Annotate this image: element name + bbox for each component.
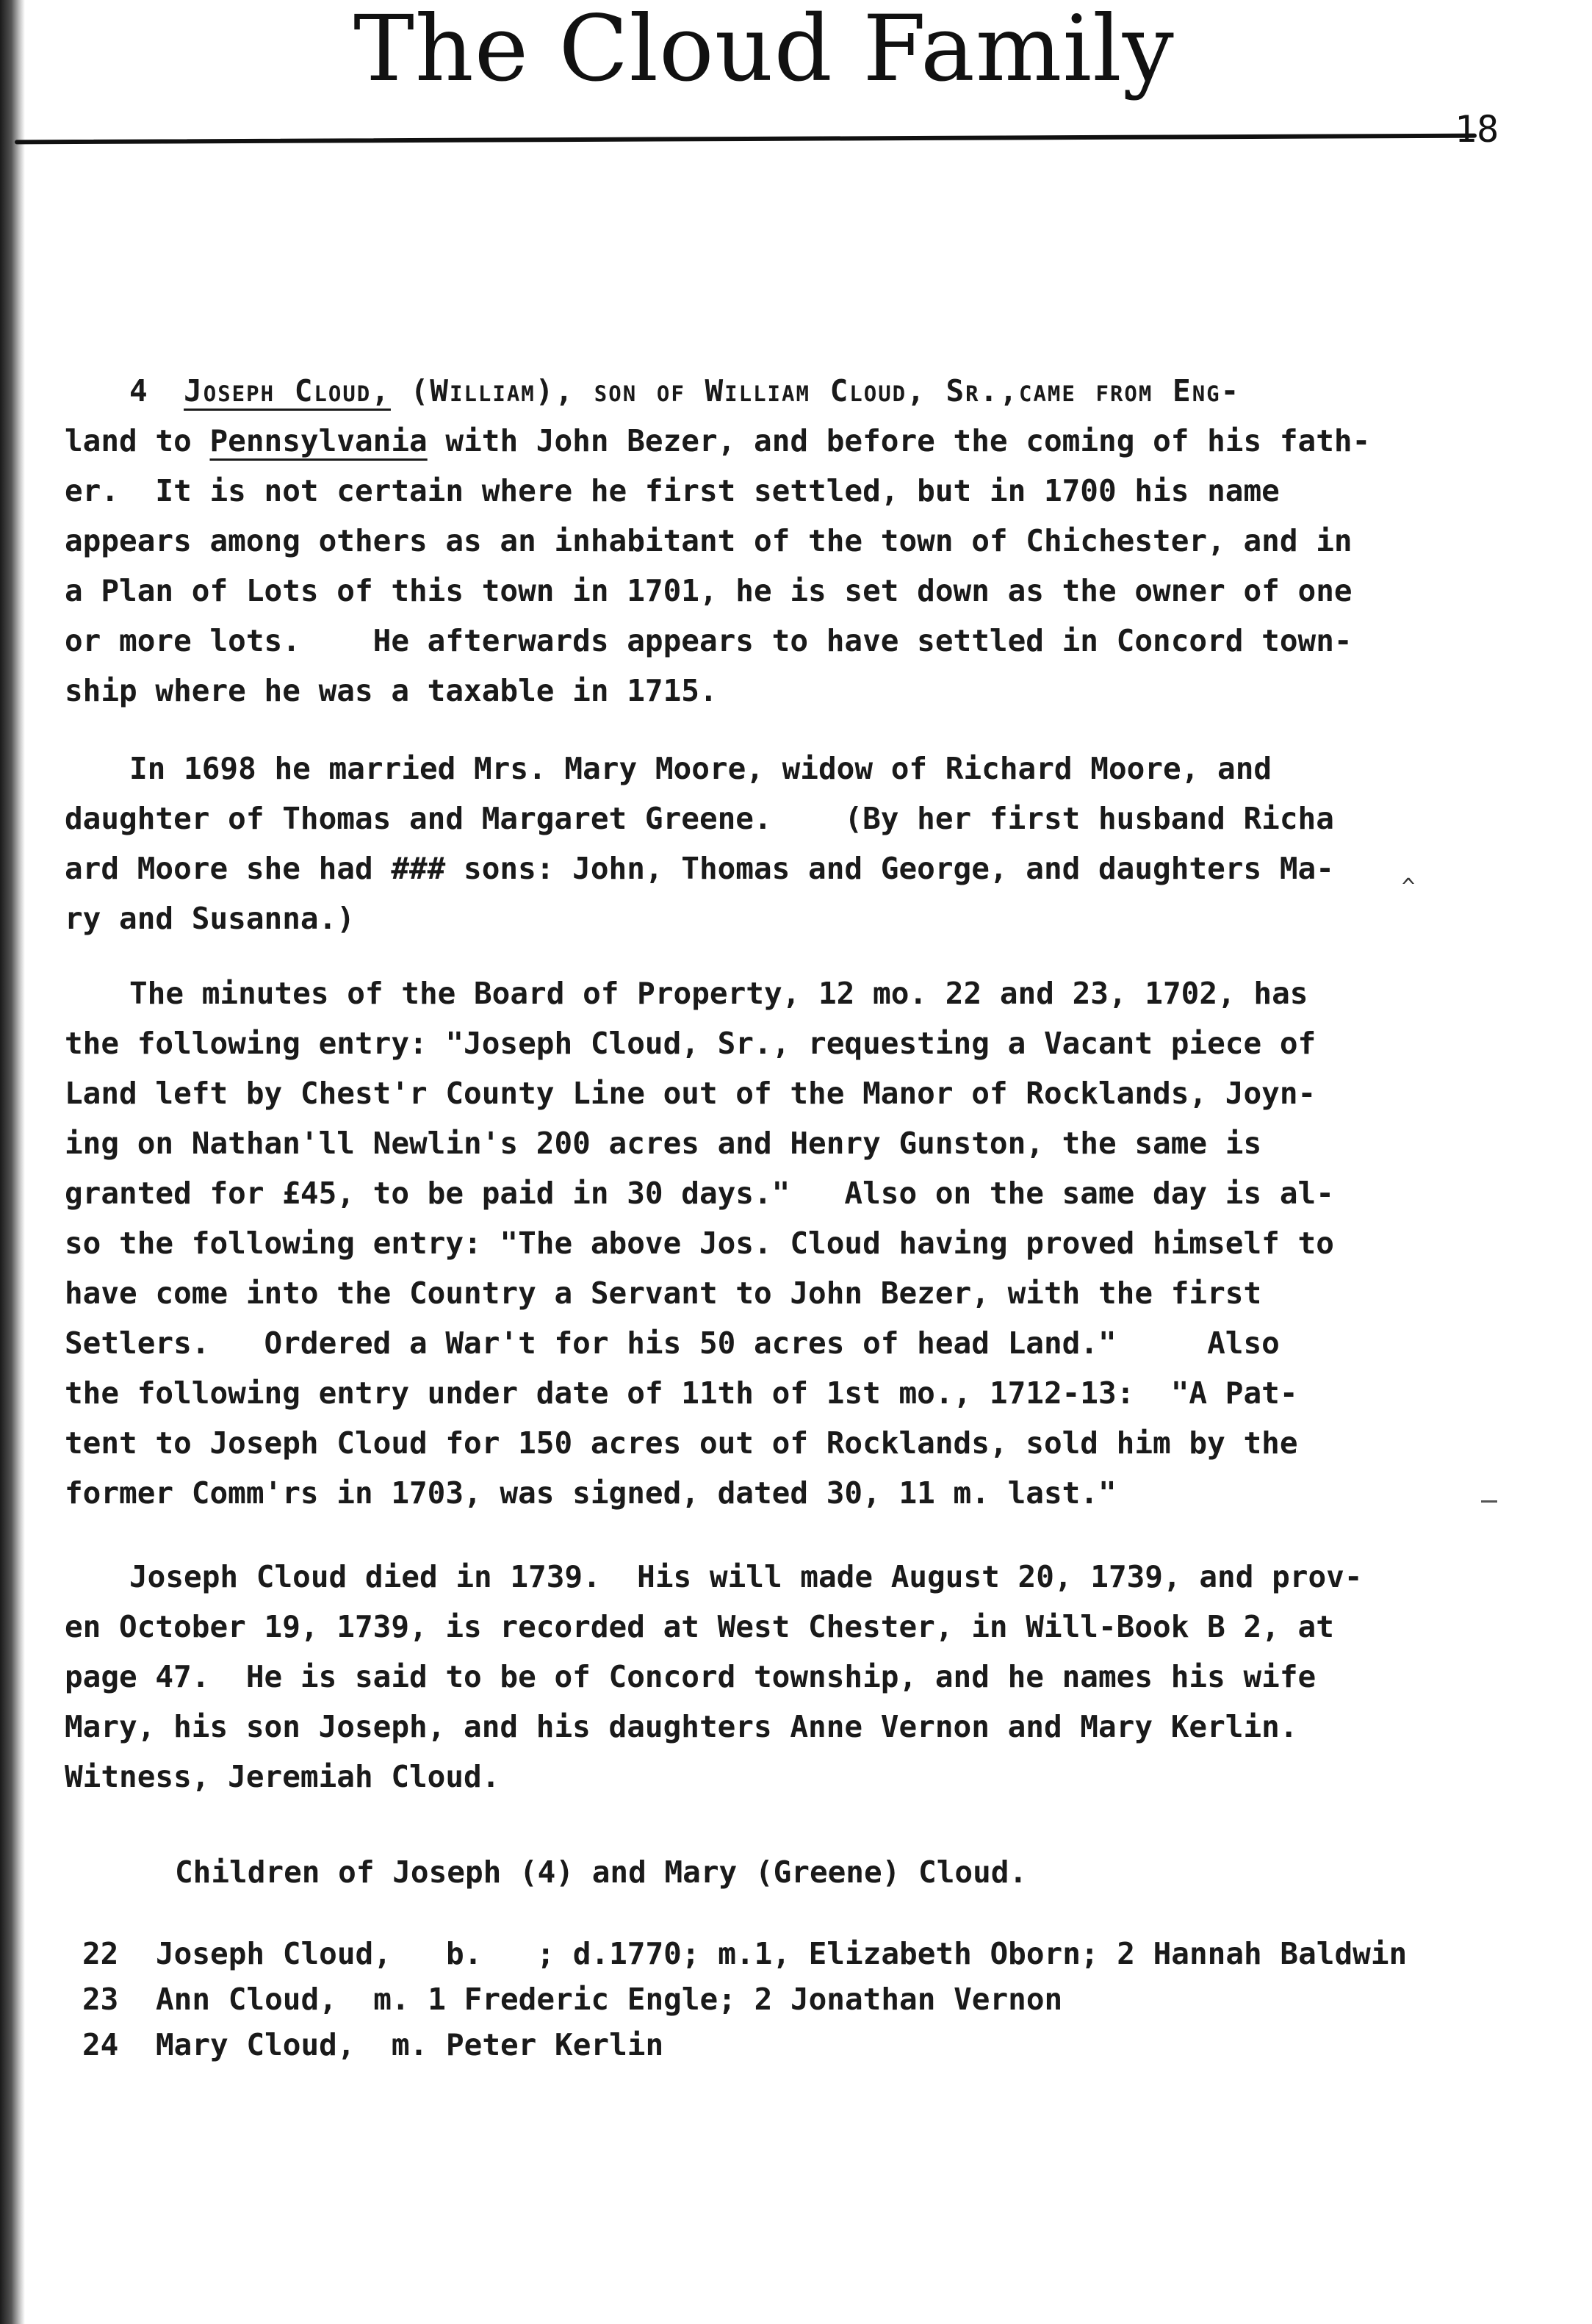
paragraph-biography [65, 366, 1519, 716]
page-title: The Cloud Family [353, 0, 1175, 102]
child-details: Ann Cloud, m. 1 Frederic Engle; 2 Jonathan Vernon [156, 1982, 1063, 2017]
paragraph-line: Land left by Chest'r County Line out of the Manor of Rocklands, Joyn- [65, 1076, 1317, 1111]
page-number: 18 [1455, 108, 1499, 151]
children-heading: Children of Joseph (4) and Mary (Greene) Cloud. [175, 1854, 1028, 1890]
child-details: Joseph Cloud, b. ; d.1770; m.1, Elizabeth Oborn; 2 Hannah Baldwin [156, 1936, 1408, 1971]
entry-number: 4 [129, 373, 148, 409]
paragraph-line: former Comm'rs in 1703, was signed, dated 30, 11 m. last." [65, 1475, 1117, 1511]
child-entry [82, 1931, 1407, 1976]
entry-lineage: (William), son of William Cloud, Sr.,came from Eng- [390, 373, 1241, 409]
paragraph-line: or more lots. He afterwards appears to have settled in Concord town- [65, 623, 1353, 658]
paragraph-line: ry and Susanna.) [65, 901, 355, 936]
paragraph-line: en October 19, 1739, is recorded at West Chester, in Will-Book B 2, at [65, 1609, 1334, 1644]
paragraph-line: ard Moore she had ### sons: John, Thomas and George, and daughters Ma- [65, 851, 1334, 886]
insertion-caret-mark: ^ [1402, 874, 1416, 900]
paragraph-line: granted for £45, to be paid in 30 days." Also on the same day is al- [65, 1176, 1334, 1211]
child-number: 23 [82, 1982, 119, 2017]
paragraph-line: Setlers. Ordered a War't for his 50 acres of head Land." Also [65, 1325, 1280, 1361]
child-number: 24 [82, 2027, 119, 2062]
paragraph-board-of-property [65, 968, 1519, 1518]
paragraph-line: ing on Nathan'll Newlin's 200 acres and Henry Gunston, the same is [65, 1126, 1262, 1161]
paragraph-line: so the following entry: "The above Jos. Cloud having proved himself to [65, 1226, 1334, 1261]
scan-left-edge [0, 0, 25, 2324]
underlined-place: Pennsylvania [209, 423, 428, 458]
paragraph-marriage [65, 744, 1519, 943]
paragraph-line: page 47. He is said to be of Concord township, and he names his wife [65, 1659, 1317, 1694]
header-rule [15, 134, 1477, 145]
paragraph-line: er. It is not certain where he first settled, but in 1700 his name [65, 473, 1280, 508]
paragraph-line [65, 366, 1519, 416]
paragraph-line: tent to Joseph Cloud for 150 acres out of Rocklands, sold him by the [65, 1425, 1298, 1461]
paragraph-line: daughter of Thomas and Margaret Greene. (By her first husband Richa [65, 801, 1334, 836]
paragraph-line: the following entry: "Joseph Cloud, Sr., requesting a Vacant piece of [65, 1026, 1317, 1061]
children-list [82, 1931, 1407, 2068]
paragraph-line: appears among others as an inhabitant of the town of Chichester, and in [65, 523, 1353, 558]
paragraph-line: the following entry under date of 11th of 1st mo., 1712-13: "A Pat- [65, 1375, 1298, 1411]
stray-mark [1481, 1500, 1497, 1503]
child-entry [82, 2022, 1407, 2068]
paragraph-line: a Plan of Lots of this town in 1701, he is set down as the owner of one [65, 573, 1353, 608]
child-entry [82, 1976, 1407, 2022]
paragraph-line: In 1698 he married Mrs. Mary Moore, widow of Richard Moore, and [129, 751, 1272, 786]
child-number: 22 [82, 1936, 119, 1971]
child-details: Mary Cloud, m. Peter Kerlin [156, 2027, 664, 2062]
paragraph-death-and-will [65, 1552, 1519, 1802]
paragraph-line: Joseph Cloud died in 1739. His will made August 20, 1739, and prov- [129, 1559, 1363, 1594]
entry-name: Joseph Cloud, [184, 373, 391, 409]
paragraph-line: The minutes of the Board of Property, 12 mo. 22 and 23, 1702, has [129, 976, 1308, 1011]
paragraph-line: ship where he was a taxable in 1715. [65, 673, 718, 708]
paragraph-line: Mary, his son Joseph, and his daughters Anne Vernon and Mary Kerlin. [65, 1709, 1298, 1744]
paragraph-line: have come into the Country a Servant to John Bezer, with the first [65, 1276, 1262, 1311]
paragraph-line: Witness, Jeremiah Cloud. [65, 1759, 500, 1794]
paragraph-line: land to Pennsylvania with John Bezer, and before the coming of his fath- [65, 423, 1371, 458]
